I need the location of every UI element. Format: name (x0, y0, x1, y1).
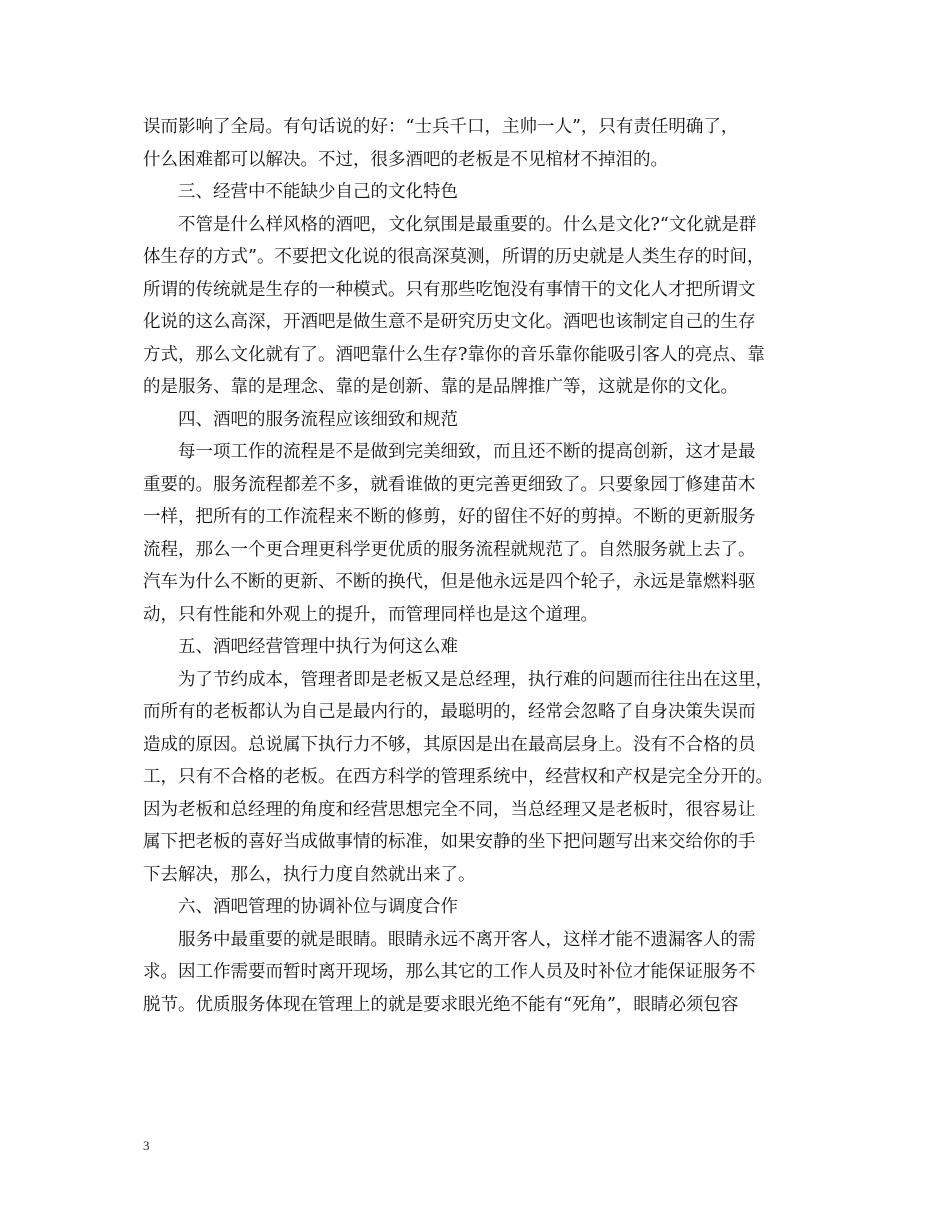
text-line: 的是服务、靠的是理念、靠的是创新、靠的是品牌推广等，这就是你的文化。 (143, 377, 738, 397)
text-line: 每一项工作的流程是不是做到完美细致，而且还不断的提高创新，这才是最 (178, 442, 756, 462)
text-line: 重要的。服务流程都差不多，就看谁做的更完善更细致了。只要象园丁修建苗木 (143, 474, 756, 495)
text-line: 四、酒吧的服务流程应该细致和规范 (178, 409, 458, 430)
text-line: 为了节约成本，管理者即是老板又是总经理，执行难的问题而往往出在这里， (178, 669, 773, 690)
text-line: 所谓的传统就是生存的一种模式。只有那些吃饱没有事情干的文化人才把所谓文 (143, 279, 756, 300)
text-line: 三、经营中不能缺少自己的文化特色 (178, 182, 458, 202)
text-line: 一样，把所有的工作流程来不断的修剪，好的留住不好的剪掉。不断的更新服务 (143, 507, 756, 527)
text-line: 造成的原因。总说属下执行力不够，其原因是出在最高层身上。没有不合格的员 (143, 734, 756, 755)
text-line: 化说的这么高深，开酒吧是做生意不是研究历史文化。酒吧也该制定自己的生存 (143, 312, 756, 332)
text-line: 流程，那么一个更合理更科学更优质的服务流程就规范了。自然服务就上去了。 (143, 539, 756, 560)
text-line: 误而影响了全局。有句话说的好：“士兵千口，主帅一人”，只有责任明确了， (143, 117, 739, 137)
text-line: 体生存的方式”。不要把文化说的很高深莫测，所谓的历史就是人类生存的时间， (143, 247, 765, 267)
text-line: 什么困难都可以解决。不过，很多酒吧的老板是不见棺材不掉泪的。 (143, 149, 668, 170)
text-line: 六、酒吧管理的协调补位与调度合作 (178, 897, 458, 917)
text-line: 因为老板和总经理的角度和经营思想完全不同，当总经理又是老板时，很容易让 (143, 799, 756, 820)
text-line: 动，只有性能和外观上的提升，而管理同样也是这个道理。 (143, 604, 598, 625)
text-line: 属下把老板的喜好当成做事情的标准，如果安静的坐下把问题写出来交给你的手 (143, 832, 756, 852)
text-line: 不管是什么样风格的酒吧，文化氛围是最重要的。什么是文化?“文化就是群 (178, 214, 757, 235)
page-number: 3 (143, 1138, 150, 1153)
text-line: 五、酒吧经营管理中执行为何这么难 (178, 637, 458, 657)
text-line: 下去解决，那么，执行力度自然就出来了。 (143, 864, 476, 885)
text-line: 求。因工作需要而暂时离开现场，那么其它的工作人员及时补位才能保证服务不 (143, 962, 756, 982)
text-line: 而所有的老板都认为自己是最内行的，最聪明的，经常会忽略了自身决策失误而 (143, 702, 756, 722)
text-line: 汽车为什么不断的更新、不断的换代，但是他永远是四个轮子，永远是靠燃料驱 (143, 572, 756, 592)
text-line: 工，只有不合格的老板。在西方科学的管理系统中，经营权和产权是完全分开的。 (143, 767, 773, 787)
text-line: 服务中最重要的就是眼睛。眼睛永远不离开客人，这样才能不遗漏客人的需 (178, 929, 756, 950)
text-line: 方式，那么文化就有了。酒吧靠什么生存?靠你的音乐靠你能吸引客人的亮点、靠 (143, 344, 765, 365)
document-body (143, 111, 823, 1021)
text-line: 脱节。优质服务体现在管理上的就是要求眼光绝不能有“死角”，眼睛必须包容 (143, 994, 739, 1015)
